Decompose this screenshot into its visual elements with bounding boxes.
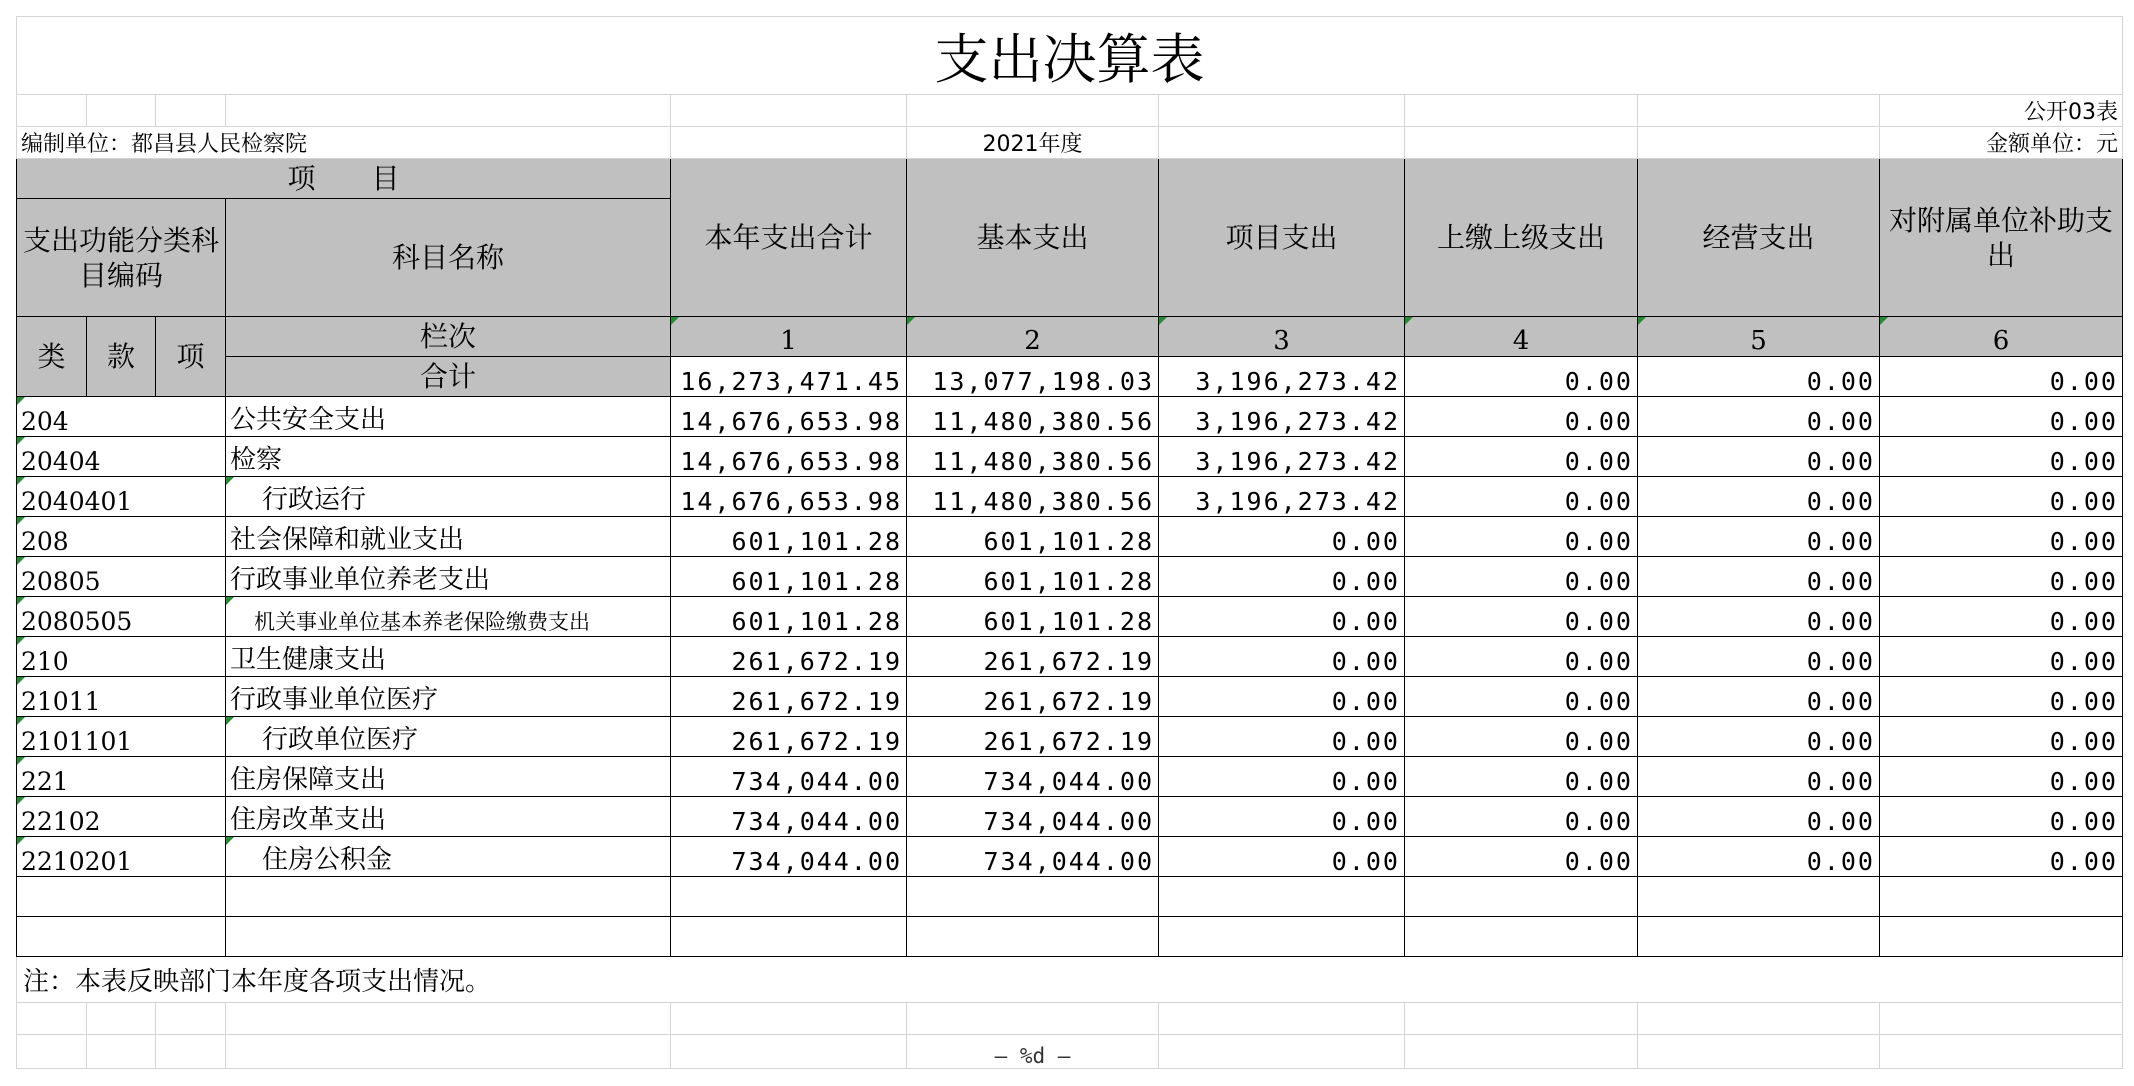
column-number: 5	[1638, 317, 1880, 357]
amount-cell: 0.00	[1405, 477, 1638, 517]
column-number: 4	[1405, 317, 1638, 357]
lei-header: 类	[17, 317, 87, 397]
column-index-label: 栏次	[226, 317, 671, 357]
subject-code: 2210201	[17, 837, 226, 877]
amount-cell: 0.00	[1405, 677, 1638, 717]
total-cell: 0.00	[1405, 357, 1638, 397]
amount-cell: 0.00	[1159, 597, 1405, 637]
table-row	[17, 797, 2123, 837]
subject-code: 2101101	[17, 717, 226, 757]
amount-cell: 0.00	[1880, 837, 2123, 877]
amount-cell: 0.00	[1159, 557, 1405, 597]
total-cell: 16,273,471.45	[671, 357, 907, 397]
amount-cell: 0.00	[1159, 637, 1405, 677]
amount-cell: 0.00	[1405, 637, 1638, 677]
amount-cell: 3,196,273.42	[1159, 437, 1405, 477]
subject-code: 21011	[17, 677, 226, 717]
amount-cell: 0.00	[1638, 717, 1880, 757]
table-row	[17, 557, 2123, 597]
amount-cell: 734,044.00	[671, 837, 907, 877]
table-row	[17, 437, 2123, 477]
compiling-unit: 编制单位：都昌县人民检察院	[17, 127, 671, 159]
subject-code: 208	[17, 517, 226, 557]
amount-cell: 0.00	[1405, 557, 1638, 597]
amount-cell: 0.00	[1880, 637, 2123, 677]
subject-name: 行政单位医疗	[226, 717, 671, 757]
amount-cell: 0.00	[1638, 797, 1880, 837]
amount-cell: 261,672.19	[907, 717, 1159, 757]
total-label: 合计	[226, 357, 671, 397]
amount-cell: 0.00	[1638, 757, 1880, 797]
subject-code: 204	[17, 397, 226, 437]
amount-cell: 0.00	[1159, 677, 1405, 717]
column-number: 1	[671, 317, 907, 357]
amount-cell: 734,044.00	[671, 757, 907, 797]
amount-cell: 14,676,653.98	[671, 397, 907, 437]
amount-cell: 0.00	[1638, 637, 1880, 677]
subject-name: 公共安全支出	[226, 397, 671, 437]
subject-code: 22102	[17, 797, 226, 837]
document-title: 支出决算表	[17, 17, 2123, 95]
col-header-subsidy: 对附属单位补助支出	[1880, 159, 2123, 317]
subject-name: 机关事业单位基本养老保险缴费支出	[226, 597, 671, 637]
table-row	[17, 637, 2123, 677]
amount-cell: 261,672.19	[907, 677, 1159, 717]
column-number: 6	[1880, 317, 2123, 357]
amount-cell: 0.00	[1880, 757, 2123, 797]
subject-name: 行政运行	[226, 477, 671, 517]
amount-cell: 734,044.00	[907, 837, 1159, 877]
amount-cell: 601,101.28	[671, 557, 907, 597]
subject-name: 行政事业单位医疗	[226, 677, 671, 717]
amount-cell: 11,480,380.56	[907, 437, 1159, 477]
amount-cell: 734,044.00	[907, 757, 1159, 797]
table-row	[17, 517, 2123, 557]
amount-cell: 0.00	[1159, 837, 1405, 877]
amount-cell: 261,672.19	[671, 677, 907, 717]
amount-cell: 0.00	[1880, 477, 2123, 517]
column-number: 2	[907, 317, 1159, 357]
xiang-header: 项	[156, 317, 226, 397]
amount-cell: 601,101.28	[907, 557, 1159, 597]
amount-cell: 0.00	[1159, 757, 1405, 797]
amount-cell: 0.00	[1638, 677, 1880, 717]
amount-cell: 0.00	[1638, 397, 1880, 437]
amount-cell: 0.00	[1405, 797, 1638, 837]
subject-code: 2080505	[17, 597, 226, 637]
amount-cell: 0.00	[1880, 597, 2123, 637]
subject-name: 卫生健康支出	[226, 637, 671, 677]
amount-cell: 0.00	[1638, 517, 1880, 557]
table-row	[17, 397, 2123, 437]
amount-cell: 0.00	[1405, 717, 1638, 757]
subject-code: 2040401	[17, 477, 226, 517]
amount-cell: 0.00	[1638, 477, 1880, 517]
amount-cell: 0.00	[1638, 837, 1880, 877]
col-header-remit: 上缴上级支出	[1405, 159, 1638, 317]
amount-cell: 11,480,380.56	[907, 477, 1159, 517]
amount-cell: 0.00	[1405, 397, 1638, 437]
total-cell: 13,077,198.03	[907, 357, 1159, 397]
amount-unit: 金额单位：元	[1880, 127, 2123, 159]
amount-cell: 0.00	[1880, 517, 2123, 557]
col-header-business: 经营支出	[1638, 159, 1880, 317]
amount-cell: 0.00	[1405, 517, 1638, 557]
total-cell: 0.00	[1638, 357, 1880, 397]
total-row	[17, 357, 2123, 397]
amount-cell: 3,196,273.42	[1159, 397, 1405, 437]
amount-cell: 0.00	[1880, 397, 2123, 437]
func-code-header: 支出功能分类科目编码	[17, 199, 226, 317]
amount-cell: 601,101.28	[671, 517, 907, 557]
amount-cell: 14,676,653.98	[671, 437, 907, 477]
expenditure-table	[16, 16, 2123, 1069]
amount-cell: 734,044.00	[907, 797, 1159, 837]
col-header-total: 本年支出合计	[671, 159, 907, 317]
item-header: 项 目	[17, 159, 671, 199]
table-row	[17, 837, 2123, 877]
amount-cell: 734,044.00	[671, 797, 907, 837]
table-number: 公开03表	[1880, 95, 2123, 127]
col-header-project: 项目支出	[1159, 159, 1405, 317]
amount-cell: 0.00	[1405, 437, 1638, 477]
col-header-basic: 基本支出	[907, 159, 1159, 317]
amount-cell: 0.00	[1638, 557, 1880, 597]
total-cell: 0.00	[1880, 357, 2123, 397]
amount-cell: 0.00	[1880, 717, 2123, 757]
subject-name: 住房改革支出	[226, 797, 671, 837]
table-note: 注：本表反映部门本年度各项支出情况。	[17, 957, 2123, 1003]
subject-name: 社会保障和就业支出	[226, 517, 671, 557]
subject-name-header: 科目名称	[226, 199, 671, 317]
amount-cell: 261,672.19	[907, 637, 1159, 677]
amount-cell: 601,101.28	[671, 597, 907, 637]
table-row	[17, 717, 2123, 757]
subject-name: 住房保障支出	[226, 757, 671, 797]
amount-cell: 14,676,653.98	[671, 477, 907, 517]
table-row	[17, 477, 2123, 517]
amount-cell: 3,196,273.42	[1159, 477, 1405, 517]
total-cell: 3,196,273.42	[1159, 357, 1405, 397]
subject-name: 行政事业单位养老支出	[226, 557, 671, 597]
amount-cell: 0.00	[1405, 837, 1638, 877]
kuan-header: 款	[87, 317, 156, 397]
amount-cell: 0.00	[1638, 437, 1880, 477]
amount-cell: 0.00	[1880, 797, 2123, 837]
subject-code: 20805	[17, 557, 226, 597]
subject-name: 住房公积金	[226, 837, 671, 877]
table-row	[17, 597, 2123, 637]
fiscal-year: 2021年度	[907, 127, 1159, 159]
amount-cell: 0.00	[1880, 557, 2123, 597]
subject-name: 检察	[226, 437, 671, 477]
amount-cell: 0.00	[1159, 717, 1405, 757]
amount-cell: 11,480,380.56	[907, 397, 1159, 437]
amount-cell: 0.00	[1638, 597, 1880, 637]
amount-cell: 261,672.19	[671, 637, 907, 677]
amount-cell: 0.00	[1880, 437, 2123, 477]
subject-code: 20404	[17, 437, 226, 477]
amount-cell: 0.00	[1405, 597, 1638, 637]
amount-cell: 601,101.28	[907, 517, 1159, 557]
column-number: 3	[1159, 317, 1405, 357]
subject-code: 221	[17, 757, 226, 797]
page-marker: — %d —	[907, 1035, 1159, 1069]
amount-cell: 0.00	[1880, 677, 2123, 717]
amount-cell: 261,672.19	[671, 717, 907, 757]
table-row	[17, 757, 2123, 797]
amount-cell: 0.00	[1159, 797, 1405, 837]
table-row	[17, 677, 2123, 717]
amount-cell: 0.00	[1405, 757, 1638, 797]
amount-cell: 0.00	[1159, 517, 1405, 557]
amount-cell: 601,101.28	[907, 597, 1159, 637]
subject-code: 210	[17, 637, 226, 677]
